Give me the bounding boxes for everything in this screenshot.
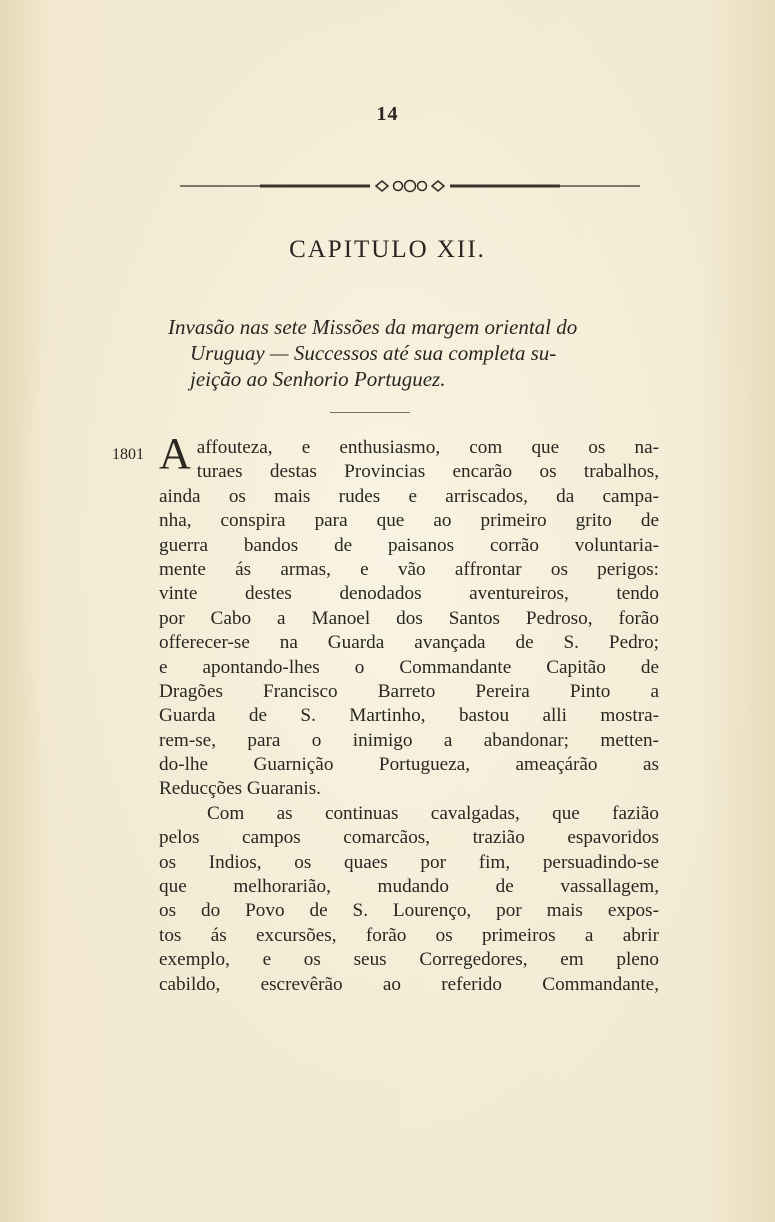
text-line: ainda os mais rudes e arriscados, da campa- — [159, 485, 659, 507]
text-line: os do Povo de S. Lourenço, por mais expos- — [159, 900, 659, 922]
text-line: affouteza, e enthusiasmo, com que os na- — [196, 437, 659, 458]
text-line: pelos campos comarcãos, trazião espavoridos — [159, 827, 659, 849]
text-line: por Cabo a Manoel dos Santos Pedroso, forão — [159, 607, 659, 629]
page-number: 14 — [376, 103, 399, 125]
text-line: vinte destes denodados aventureiros, tendo — [159, 583, 659, 605]
text-line: rem-se, para o inimigo a abandonar; metten- — [159, 729, 659, 751]
text-line: cabildo, escrevêrão ao referido Commandante, — [159, 973, 659, 995]
text-line: que melhorarião, mudando de vassallagem, — [159, 876, 659, 898]
text-line: e apontando-lhes o Commandante Capitão de — [159, 656, 659, 678]
body-text — [159, 429, 659, 997]
chapter-summary — [168, 314, 668, 392]
text-line: offerecer-se na Guarda avançada de S. Pedro; — [159, 632, 659, 654]
text-line: mente ás armas, e vão affrontar os perigos: — [159, 558, 659, 580]
text-line: Com as continuas cavalgadas, que fazião — [207, 802, 659, 824]
text-line: Reducções Guaranis. — [159, 778, 321, 800]
summary-line: Invasão nas sete Missões da margem oriental do — [168, 315, 578, 339]
drop-cap: A — [159, 429, 191, 478]
text-line: turaes destas Provincias encarão os trabalhos, — [196, 461, 659, 483]
decorative-divider — [180, 176, 640, 196]
text-line: guerra bandos de paisanos corrão voluntaria- — [159, 534, 659, 556]
text-line: Dragões Francisco Barreto Pereira Pinto a — [159, 680, 659, 702]
separator-rule — [330, 412, 410, 413]
summary-line: jeição ao Senhorio Portuguez. — [190, 367, 446, 391]
margin-year: 1801 — [112, 446, 144, 463]
text-line: exemplo, e os seus Corregedores, em pleno — [159, 949, 659, 971]
text-line: nha, conspira para que ao primeiro grito de — [159, 510, 659, 532]
text-line: os Indios, os quaes por fim, persuadindo-se — [159, 851, 659, 873]
chapter-title: CAPITULO XII. — [289, 236, 486, 263]
text-line: tos ás excursões, forão os primeiros a abrir — [159, 924, 659, 946]
text-line: Guarda de S. Martinho, bastou alli mostra- — [159, 705, 659, 727]
summary-line: Uruguay — Successos até sua completa su- — [190, 341, 557, 365]
text-line: do-lhe Guarnição Portugueza, ameaçárão as — [159, 754, 659, 776]
